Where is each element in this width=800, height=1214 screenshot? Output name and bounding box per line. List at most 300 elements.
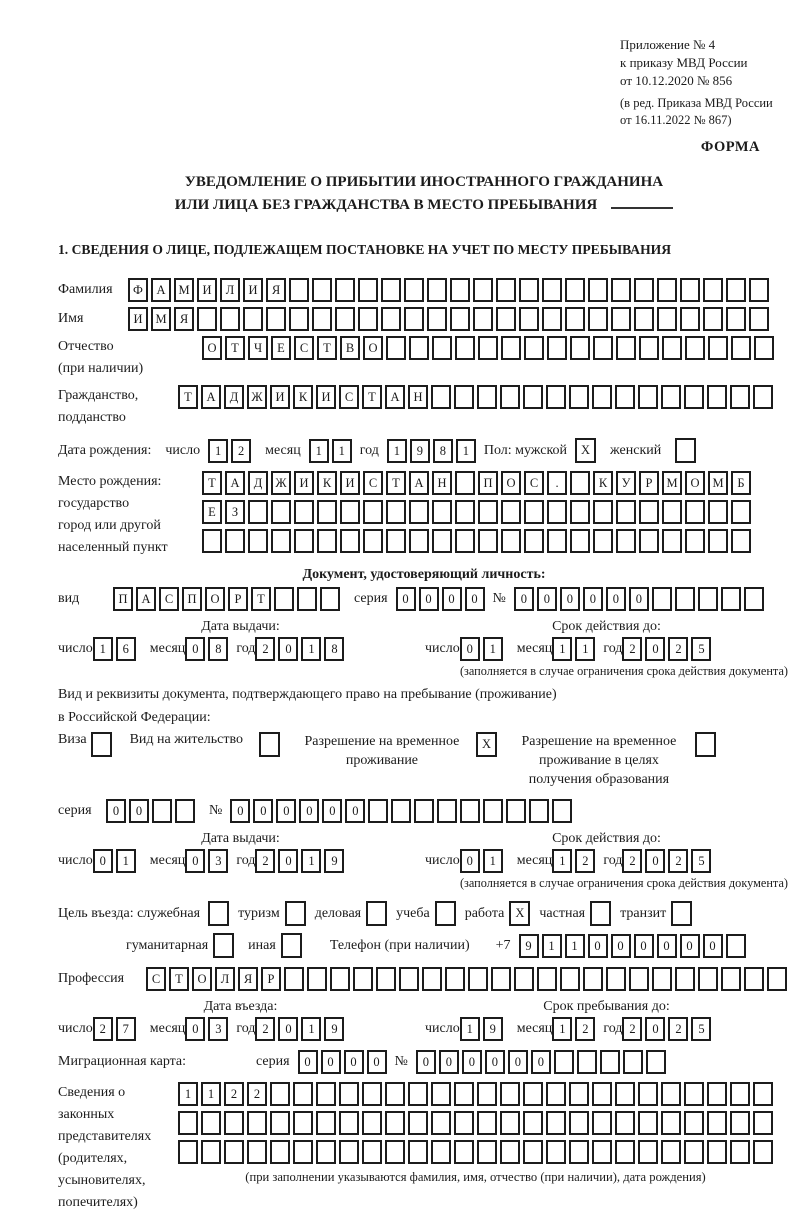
char-box[interactable]: Т	[178, 385, 198, 409]
char-box[interactable]	[408, 1111, 428, 1135]
char-box[interactable]	[680, 307, 700, 331]
char-box[interactable]: 1	[332, 439, 352, 463]
char-box[interactable]	[552, 799, 572, 823]
char-box[interactable]	[726, 278, 746, 302]
char-box[interactable]: 0	[278, 1017, 298, 1041]
char-box[interactable]	[592, 1111, 612, 1135]
char-box[interactable]: О	[501, 471, 521, 495]
char-box[interactable]	[431, 1082, 451, 1106]
char-box[interactable]: 0	[344, 1050, 364, 1074]
char-box[interactable]	[363, 500, 383, 524]
char-box[interactable]: 0	[465, 587, 485, 611]
char-box[interactable]: О	[202, 336, 222, 360]
char-box[interactable]: 0	[645, 1017, 665, 1041]
char-box[interactable]	[404, 278, 424, 302]
char-box[interactable]	[431, 385, 451, 409]
char-box[interactable]	[593, 500, 613, 524]
char-box[interactable]	[661, 385, 681, 409]
char-box[interactable]: 0	[611, 934, 631, 958]
char-box[interactable]	[427, 307, 447, 331]
char-box[interactable]: 1	[483, 637, 503, 661]
char-box[interactable]	[707, 1111, 727, 1135]
char-box[interactable]: Л	[220, 278, 240, 302]
char-box[interactable]	[368, 799, 388, 823]
char-box[interactable]	[546, 1082, 566, 1106]
char-box[interactable]	[316, 1111, 336, 1135]
char-box[interactable]	[593, 529, 613, 553]
char-box[interactable]: А	[201, 385, 221, 409]
char-box[interactable]	[362, 1140, 382, 1164]
char-box[interactable]: 1	[301, 637, 321, 661]
char-box[interactable]	[307, 967, 327, 991]
char-box[interactable]: 1	[116, 849, 136, 873]
char-box[interactable]	[312, 278, 332, 302]
char-box[interactable]: 0	[298, 1050, 318, 1074]
char-box[interactable]	[477, 1140, 497, 1164]
char-box[interactable]	[270, 1082, 290, 1106]
char-box[interactable]	[726, 934, 746, 958]
char-box[interactable]: 3	[208, 1017, 228, 1041]
char-box[interactable]: У	[616, 471, 636, 495]
private-checkbox[interactable]	[590, 901, 611, 926]
char-box[interactable]: С	[339, 385, 359, 409]
char-box[interactable]	[542, 278, 562, 302]
char-box[interactable]: 0	[93, 849, 113, 873]
char-box[interactable]: А	[151, 278, 171, 302]
char-box[interactable]: Т	[202, 471, 222, 495]
char-box[interactable]	[399, 967, 419, 991]
char-box[interactable]: 0	[278, 849, 298, 873]
char-box[interactable]: 0	[442, 587, 462, 611]
char-box[interactable]	[661, 1111, 681, 1135]
char-box[interactable]: Я	[266, 278, 286, 302]
char-box[interactable]	[339, 1111, 359, 1135]
char-box[interactable]	[473, 307, 493, 331]
char-box[interactable]	[391, 799, 411, 823]
char-box[interactable]	[754, 336, 774, 360]
char-box[interactable]: Я	[238, 967, 258, 991]
char-box[interactable]: М	[662, 471, 682, 495]
char-box[interactable]: 2	[231, 439, 251, 463]
female-checkbox[interactable]	[675, 438, 696, 463]
char-box[interactable]: О	[192, 967, 212, 991]
char-box[interactable]: Е	[271, 336, 291, 360]
study-checkbox[interactable]	[435, 901, 456, 926]
char-box[interactable]	[339, 1140, 359, 1164]
char-box[interactable]	[454, 1140, 474, 1164]
char-box[interactable]	[455, 500, 475, 524]
char-box[interactable]	[680, 278, 700, 302]
char-box[interactable]: Ф	[128, 278, 148, 302]
char-box[interactable]	[523, 385, 543, 409]
char-box[interactable]	[639, 500, 659, 524]
char-box[interactable]	[386, 500, 406, 524]
char-box[interactable]	[652, 967, 672, 991]
char-box[interactable]	[478, 500, 498, 524]
char-box[interactable]	[294, 529, 314, 553]
char-box[interactable]	[320, 587, 340, 611]
char-box[interactable]	[685, 500, 705, 524]
char-box[interactable]	[437, 799, 457, 823]
char-box[interactable]	[431, 1111, 451, 1135]
char-box[interactable]: 0	[185, 849, 205, 873]
char-box[interactable]	[698, 967, 718, 991]
char-box[interactable]	[662, 500, 682, 524]
char-box[interactable]: 0	[606, 587, 626, 611]
char-box[interactable]: А	[409, 471, 429, 495]
char-box[interactable]	[385, 1082, 405, 1106]
char-box[interactable]: 8	[208, 637, 228, 661]
char-box[interactable]	[726, 307, 746, 331]
char-box[interactable]: 0	[230, 799, 250, 823]
char-box[interactable]: 0	[345, 799, 365, 823]
char-box[interactable]	[721, 967, 741, 991]
char-box[interactable]: 2	[622, 849, 642, 873]
char-box[interactable]: 1	[575, 637, 595, 661]
char-box[interactable]	[175, 799, 195, 823]
char-box[interactable]: А	[136, 587, 156, 611]
char-box[interactable]	[731, 500, 751, 524]
char-box[interactable]	[460, 799, 480, 823]
char-box[interactable]: 0	[537, 587, 557, 611]
char-box[interactable]	[708, 500, 728, 524]
char-box[interactable]	[197, 307, 217, 331]
char-box[interactable]	[708, 336, 728, 360]
char-box[interactable]	[638, 385, 658, 409]
char-box[interactable]	[293, 1111, 313, 1135]
char-box[interactable]: И	[316, 385, 336, 409]
char-box[interactable]	[615, 385, 635, 409]
char-box[interactable]	[381, 278, 401, 302]
char-box[interactable]	[408, 1082, 428, 1106]
char-box[interactable]: М	[708, 471, 728, 495]
char-box[interactable]: 0	[106, 799, 126, 823]
char-box[interactable]	[730, 1140, 750, 1164]
char-box[interactable]	[600, 1050, 620, 1074]
char-box[interactable]	[749, 278, 769, 302]
char-box[interactable]	[554, 1050, 574, 1074]
business-checkbox[interactable]	[366, 901, 387, 926]
char-box[interactable]: 2	[668, 637, 688, 661]
visa-checkbox[interactable]	[91, 732, 112, 757]
char-box[interactable]: И	[128, 307, 148, 331]
char-box[interactable]	[588, 307, 608, 331]
char-box[interactable]	[201, 1111, 221, 1135]
char-box[interactable]: 2	[575, 849, 595, 873]
char-box[interactable]: 0	[634, 934, 654, 958]
char-box[interactable]	[270, 1140, 290, 1164]
char-box[interactable]	[731, 336, 751, 360]
char-box[interactable]: С	[363, 471, 383, 495]
char-box[interactable]: Б	[731, 471, 751, 495]
char-box[interactable]: 9	[324, 1017, 344, 1041]
char-box[interactable]: 0	[419, 587, 439, 611]
char-box[interactable]	[491, 967, 511, 991]
char-box[interactable]: Т	[225, 336, 245, 360]
char-box[interactable]: К	[593, 471, 613, 495]
char-box[interactable]	[685, 529, 705, 553]
char-box[interactable]	[289, 307, 309, 331]
char-box[interactable]	[362, 1082, 382, 1106]
char-box[interactable]: 0	[588, 934, 608, 958]
char-box[interactable]	[646, 1050, 666, 1074]
char-box[interactable]	[340, 529, 360, 553]
char-box[interactable]: 0	[460, 637, 480, 661]
char-box[interactable]: 0	[322, 799, 342, 823]
char-box[interactable]	[385, 1111, 405, 1135]
char-box[interactable]	[547, 336, 567, 360]
char-box[interactable]: 1	[456, 439, 476, 463]
char-box[interactable]	[606, 967, 626, 991]
char-box[interactable]	[496, 278, 516, 302]
char-box[interactable]	[615, 1082, 635, 1106]
char-box[interactable]: Я	[174, 307, 194, 331]
char-box[interactable]	[339, 1082, 359, 1106]
char-box[interactable]	[220, 307, 240, 331]
char-box[interactable]	[569, 385, 589, 409]
char-box[interactable]: 5	[691, 637, 711, 661]
char-box[interactable]	[569, 1140, 589, 1164]
char-box[interactable]	[224, 1140, 244, 1164]
char-box[interactable]	[409, 529, 429, 553]
char-box[interactable]: 0	[253, 799, 273, 823]
char-box[interactable]: 0	[278, 637, 298, 661]
char-box[interactable]	[408, 1140, 428, 1164]
char-box[interactable]	[615, 1140, 635, 1164]
char-box[interactable]	[202, 529, 222, 553]
char-box[interactable]: 2	[575, 1017, 595, 1041]
char-box[interactable]	[473, 278, 493, 302]
char-box[interactable]	[744, 967, 764, 991]
char-box[interactable]: 1	[208, 439, 228, 463]
char-box[interactable]	[730, 1082, 750, 1106]
char-box[interactable]	[500, 385, 520, 409]
char-box[interactable]	[330, 967, 350, 991]
char-box[interactable]	[483, 799, 503, 823]
char-box[interactable]: 0	[276, 799, 296, 823]
char-box[interactable]: 2	[247, 1082, 267, 1106]
char-box[interactable]	[623, 1050, 643, 1074]
char-box[interactable]	[592, 1082, 612, 1106]
char-box[interactable]	[404, 307, 424, 331]
char-box[interactable]	[698, 587, 718, 611]
char-box[interactable]	[708, 529, 728, 553]
char-box[interactable]: 0	[185, 1017, 205, 1041]
char-box[interactable]	[409, 336, 429, 360]
char-box[interactable]	[201, 1140, 221, 1164]
char-box[interactable]: 1	[552, 849, 572, 873]
char-box[interactable]	[547, 500, 567, 524]
char-box[interactable]	[427, 278, 447, 302]
char-box[interactable]: Ж	[271, 471, 291, 495]
char-box[interactable]	[506, 799, 526, 823]
char-box[interactable]	[662, 529, 682, 553]
char-box[interactable]	[730, 385, 750, 409]
char-box[interactable]: 2	[224, 1082, 244, 1106]
char-box[interactable]	[454, 385, 474, 409]
char-box[interactable]: 6	[116, 637, 136, 661]
char-box[interactable]: 1	[387, 439, 407, 463]
char-box[interactable]	[454, 1082, 474, 1106]
char-box[interactable]	[524, 529, 544, 553]
char-box[interactable]	[523, 1082, 543, 1106]
char-box[interactable]: 3	[208, 849, 228, 873]
char-box[interactable]	[432, 529, 452, 553]
char-box[interactable]: Д	[248, 471, 268, 495]
char-box[interactable]	[358, 278, 378, 302]
char-box[interactable]	[431, 1140, 451, 1164]
char-box[interactable]	[363, 529, 383, 553]
char-box[interactable]	[542, 307, 562, 331]
char-box[interactable]	[432, 336, 452, 360]
char-box[interactable]	[565, 278, 585, 302]
char-box[interactable]	[316, 1140, 336, 1164]
char-box[interactable]	[744, 587, 764, 611]
char-box[interactable]: 0	[462, 1050, 482, 1074]
char-box[interactable]: М	[151, 307, 171, 331]
char-box[interactable]: 2	[622, 637, 642, 661]
char-box[interactable]: Ж	[247, 385, 267, 409]
char-box[interactable]	[570, 471, 590, 495]
char-box[interactable]: Л	[215, 967, 235, 991]
char-box[interactable]	[684, 1082, 704, 1106]
char-box[interactable]: 0	[439, 1050, 459, 1074]
char-box[interactable]	[450, 307, 470, 331]
char-box[interactable]: И	[340, 471, 360, 495]
tourism-checkbox[interactable]	[285, 901, 306, 926]
other-checkbox[interactable]	[281, 933, 302, 958]
char-box[interactable]	[634, 307, 654, 331]
char-box[interactable]	[224, 1111, 244, 1135]
char-box[interactable]: А	[225, 471, 245, 495]
char-box[interactable]: З	[225, 500, 245, 524]
char-box[interactable]	[271, 500, 291, 524]
char-box[interactable]	[312, 307, 332, 331]
char-box[interactable]: 0	[531, 1050, 551, 1074]
char-box[interactable]	[615, 1111, 635, 1135]
char-box[interactable]	[570, 500, 590, 524]
char-box[interactable]	[478, 529, 498, 553]
char-box[interactable]	[432, 500, 452, 524]
char-box[interactable]: 8	[324, 637, 344, 661]
char-box[interactable]: 2	[668, 1017, 688, 1041]
char-box[interactable]	[546, 1140, 566, 1164]
char-box[interactable]	[317, 529, 337, 553]
char-box[interactable]: 1	[301, 849, 321, 873]
char-box[interactable]	[570, 529, 590, 553]
char-box[interactable]	[478, 336, 498, 360]
char-box[interactable]	[661, 1140, 681, 1164]
char-box[interactable]	[730, 1111, 750, 1135]
char-box[interactable]: 0	[629, 587, 649, 611]
temp-residence-education-checkbox[interactable]	[695, 732, 716, 757]
char-box[interactable]: Д	[224, 385, 244, 409]
char-box[interactable]: О	[205, 587, 225, 611]
char-box[interactable]: Т	[362, 385, 382, 409]
char-box[interactable]: 1	[565, 934, 585, 958]
transit-checkbox[interactable]	[671, 901, 692, 926]
char-box[interactable]	[477, 1111, 497, 1135]
char-box[interactable]	[753, 385, 773, 409]
char-box[interactable]: 0	[485, 1050, 505, 1074]
char-box[interactable]	[386, 529, 406, 553]
char-box[interactable]	[675, 967, 695, 991]
char-box[interactable]	[409, 500, 429, 524]
char-box[interactable]	[662, 336, 682, 360]
char-box[interactable]	[661, 1082, 681, 1106]
char-box[interactable]	[500, 1111, 520, 1135]
char-box[interactable]: 0	[645, 637, 665, 661]
char-box[interactable]: 0	[560, 587, 580, 611]
char-box[interactable]	[753, 1140, 773, 1164]
char-box[interactable]	[721, 587, 741, 611]
char-box[interactable]	[629, 967, 649, 991]
char-box[interactable]	[316, 1082, 336, 1106]
char-box[interactable]: П	[113, 587, 133, 611]
char-box[interactable]: А	[385, 385, 405, 409]
char-box[interactable]	[684, 385, 704, 409]
char-box[interactable]	[353, 967, 373, 991]
char-box[interactable]: 0	[129, 799, 149, 823]
char-box[interactable]: 2	[93, 1017, 113, 1041]
char-box[interactable]	[593, 336, 613, 360]
char-box[interactable]	[638, 1111, 658, 1135]
char-box[interactable]	[297, 587, 317, 611]
char-box[interactable]	[477, 385, 497, 409]
char-box[interactable]: 1	[552, 1017, 572, 1041]
char-box[interactable]	[616, 500, 636, 524]
char-box[interactable]	[707, 385, 727, 409]
char-box[interactable]: 0	[657, 934, 677, 958]
char-box[interactable]: 1	[201, 1082, 221, 1106]
char-box[interactable]	[445, 967, 465, 991]
char-box[interactable]	[247, 1111, 267, 1135]
char-box[interactable]: .	[547, 471, 567, 495]
char-box[interactable]	[178, 1111, 198, 1135]
char-box[interactable]	[271, 529, 291, 553]
char-box[interactable]	[519, 278, 539, 302]
char-box[interactable]	[247, 1140, 267, 1164]
char-box[interactable]: Н	[408, 385, 428, 409]
char-box[interactable]	[638, 1082, 658, 1106]
char-box[interactable]: 2	[255, 849, 275, 873]
char-box[interactable]	[358, 307, 378, 331]
char-box[interactable]	[703, 307, 723, 331]
char-box[interactable]	[496, 307, 516, 331]
residence-permit-checkbox[interactable]	[259, 732, 280, 757]
char-box[interactable]	[455, 336, 475, 360]
char-box[interactable]: 0	[514, 587, 534, 611]
char-box[interactable]	[523, 1111, 543, 1135]
char-box[interactable]: 0	[703, 934, 723, 958]
char-box[interactable]	[362, 1111, 382, 1135]
char-box[interactable]	[652, 587, 672, 611]
char-box[interactable]	[284, 967, 304, 991]
char-box[interactable]: 0	[508, 1050, 528, 1074]
char-box[interactable]	[294, 500, 314, 524]
char-box[interactable]	[455, 471, 475, 495]
char-box[interactable]	[266, 307, 286, 331]
char-box[interactable]	[707, 1082, 727, 1106]
char-box[interactable]	[570, 336, 590, 360]
char-box[interactable]	[537, 967, 557, 991]
char-box[interactable]: 1	[301, 1017, 321, 1041]
char-box[interactable]	[592, 385, 612, 409]
char-box[interactable]: 8	[433, 439, 453, 463]
char-box[interactable]: 0	[460, 849, 480, 873]
male-checkbox[interactable]: X	[575, 438, 596, 463]
char-box[interactable]: 0	[583, 587, 603, 611]
